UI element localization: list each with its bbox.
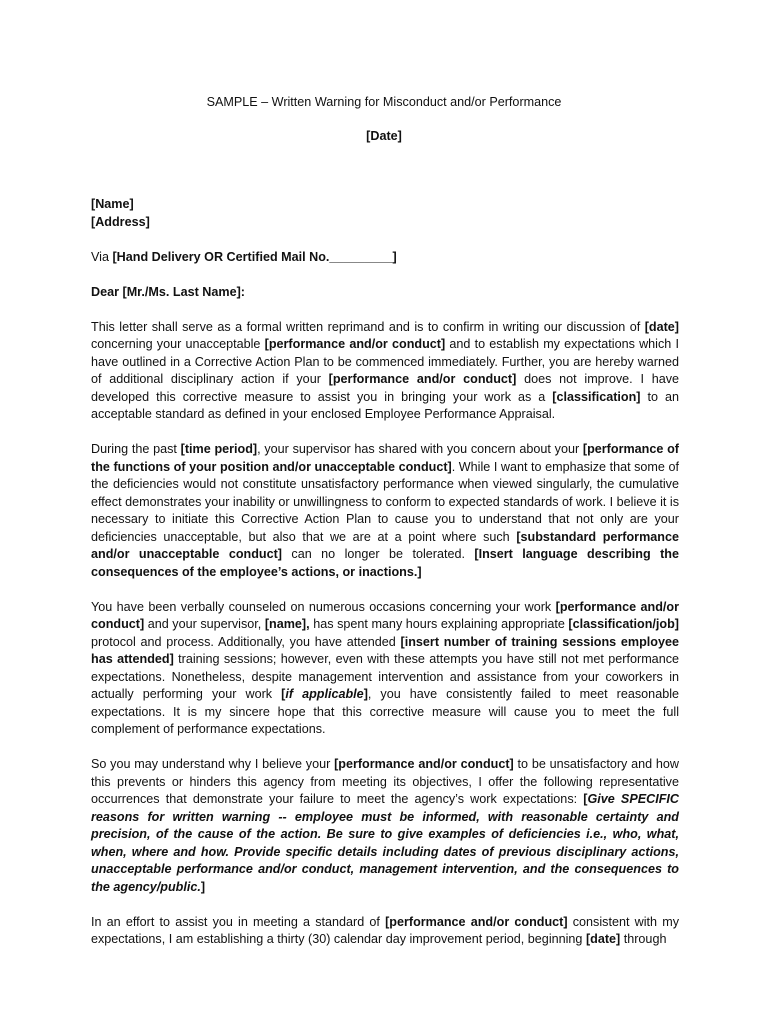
letter-body — [91, 196, 679, 966]
document-date: [Date] — [366, 129, 402, 143]
salutation: Dear [Mr./Ms. Last Name]: — [91, 284, 245, 299]
delivery-line: Via [Hand Delivery OR Certified Mail No._________] — [91, 249, 397, 264]
recipient-block — [91, 196, 679, 231]
paragraph-1: This letter shall serve as a formal written reprimand and is to confirm in writing our discussion of [date] concerning your unacceptable [performance and/or conduct] and to establish my expectations which I have outlined in a Corrective Action Plan to be commenced immediately. Further, you are hereby warned of additional disciplinary action if your [performance and/or conduct] does not improve. I have developed this corrective measure to assist you in bringing your work as a [classification] to an acceptable standard as defined in your enclosed Employee Performance Appraisal. — [91, 319, 680, 421]
paragraph-4: So you may understand why I believe your [performance and/or conduct] to be unsatisfactory and how this prevents or hinders this agency from meeting its objectives, I offer the following representative occurrences that demonstrate your failure to meet the agency’s work expectations: [Give SPECIFIC reasons for written warning -- employee must be informed, with reasonable certainty and precision, of the cause of the action. Be sure to give examples of deficiencies i.e., who, what, when, where and how. Provide specific details including dates of previous disciplinary actions, unacceptable performance and/or conduct, management intervention, and the consequences to the agency/public.] — [91, 757, 679, 894]
document-title: SAMPLE – Written Warning for Misconduct and/or Performance — [206, 95, 562, 109]
recipient-name: [Name] — [91, 197, 134, 211]
paragraph-3: You have been verbally counseled on numerous occasions concerning your work [performance and/or conduct] and your supervisor, [name], has spent many hours explaining appropriate [classification/job] protocol and process. Additionally, you have attended [insert number of training sessions employee has attended] training sessions; however, even with these attempts you have still not met performance expectations. Nonetheless, despite management intervention and assistance from your coworkers in actually performing your work [if applicable], you have consistently failed to meet reasonable expectations. It is my sincere hope that this corrective measure will cause you to meet the full complement of performance expectations. — [91, 599, 680, 736]
paragraph-5: In an effort to assist you in meeting a standard of [performance and/or conduct] consistent with my expectations, I am establishing a thirty (30) calendar day improvement period, beginning [date] through — [91, 914, 679, 946]
paragraph-2: During the past [time period], your supervisor has shared with you concern about your [performance of the functions of your position and/or unacceptable conduct]. While I want to emphasize that some of the deficiencies would not constitute unsatisfactory performance when viewed singularly, the cumulative effect demonstrates your inability or unwillingness to conform to expected standards of work. I believe it is necessary to initiate this Corrective Action Plan to cause you to understand that not only are your deficiencies unacceptable, but also that we are at a point where such [substandard performance and/or unacceptable conduct] can no longer be tolerated. [Insert language describing the consequences of the employee’s actions, or inactions.] — [91, 442, 680, 579]
recipient-address: [Address] — [91, 214, 150, 229]
